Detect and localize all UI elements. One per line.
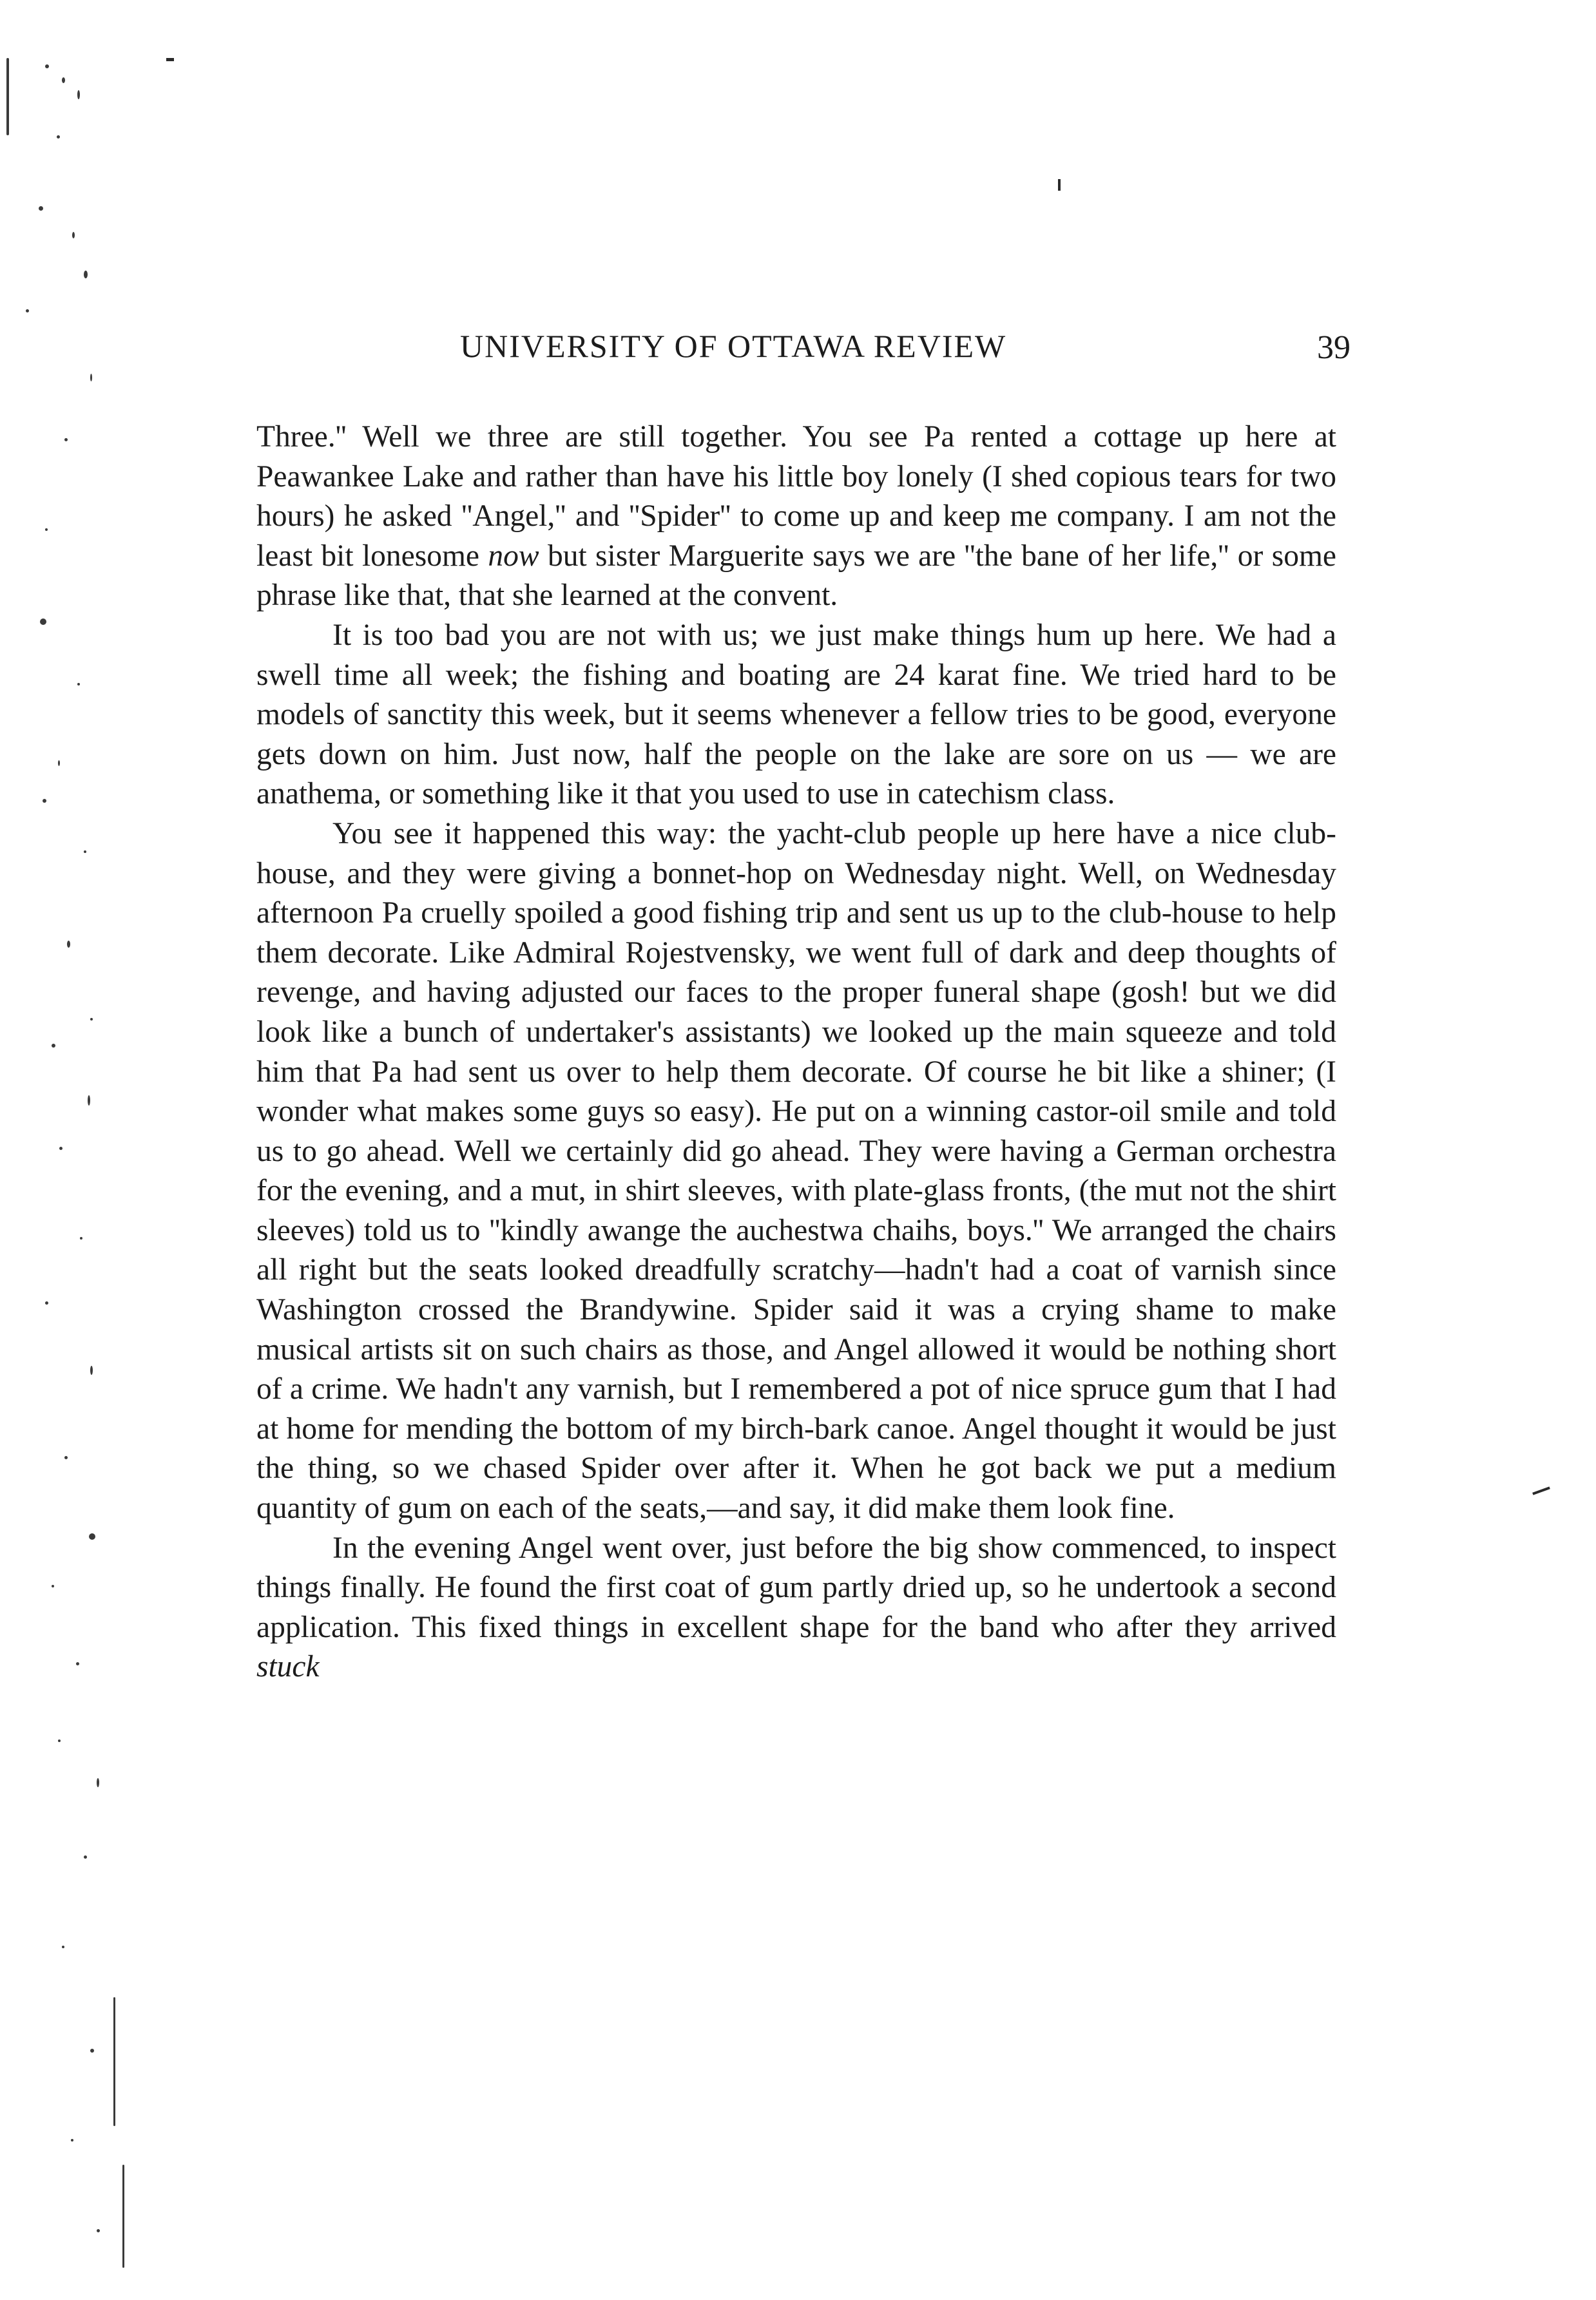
text-run: It is too bad you are not with us; we just make things hum up here. We had a swell time all week; the fishing and boating are 24 karat fine. We tried hard to be models of sanctity this week, but it seems whenever a fellow tries to be good, everyone gets down on him. Just now, half the people on the lake are sore on us — we are anathema, or something like it that you used to use in catechism class. xyxy=(256,618,1336,811)
text-run: In the evening Angel went over, just before the big show commenced, to inspect things finally. He found the first coat of gum partly dried up, so he undertook a second application. This fixed things in excellent shape for the band who after they arrived xyxy=(256,1531,1336,1644)
italic-text-run: now xyxy=(488,539,539,573)
stray-mark xyxy=(1058,179,1061,191)
page-header xyxy=(255,327,1351,379)
text-run: Three.'' Well we three are still together. You see Pa rented a cottage up here at Peawankee Lake and rather than have his little boy lonely (I shed copious tears for two hours) he asked ''Angel,'' and ''Spider'' to come up and keep me company. I am not the least bit lonesome xyxy=(256,420,1336,573)
page-number: 39 xyxy=(1317,329,1351,366)
stray-mark xyxy=(166,58,174,61)
article-body xyxy=(256,417,1336,1687)
paragraph xyxy=(256,417,1336,616)
italic-text-run: stuck xyxy=(256,1650,320,1684)
text-run: but sister Marguerite says we are ''the bane of her life,'' or some phrase like that, that she learned at the convent. xyxy=(256,539,1336,613)
paragraph xyxy=(256,1529,1336,1687)
running-title: UNIVERSITY OF OTTAWA REVIEW xyxy=(460,328,1007,364)
scan-gutter-noise xyxy=(0,39,155,2281)
stray-mark xyxy=(1532,1486,1550,1495)
text-run: You see it happened this way: the yacht-club people up here have a nice club-house, and they were giving a bonnet-hop on Wednesday night. Well, on Wednesday afternoon Pa cruelly spoiled a good fishing trip and sent us up to the club-house to help them decorate. Like Admiral Rojestvensky, we went full of dark and deep thoughts of revenge, and having adjusted our faces to the proper funeral shape (gosh! but we did look like a bunch of undertaker's assistants) we looked up the main squeeze and told him that Pa had sent us over to help them decorate. Of course he bit like a shiner; (I wonder what makes some guys so easy). He put on a winning castor-oil smile and told us to go ahead. Well we certainly did go ahead. They were having a German orchestra for the evening, and a mut, in shirt sleeves, with plate-glass fronts, (the mut not the shirt sleeves) told us to ''kindly awange the auchestwa chaihs, boys.'' We arranged the chairs all right but the seats looked dreadfully scratchy—hadn't had a coat of varnish since Washington crossed the Brandywine. Spider said it was a crying shame to make musical artists sit on such chairs as those, and Angel allowed it would be nothing short of a crime. We hadn't any varnish, but I remembered a pot of nice spruce gum that I had at home for mending the bottom of my birch-bark canoe. Angel thought it would be just the thing, so we chased Spider over after it. When he got back we put a medium quantity of gum on each of the seats,—and say, it did make them look fine. xyxy=(256,816,1336,1526)
paragraph xyxy=(256,814,1336,1529)
paragraph xyxy=(256,616,1336,814)
